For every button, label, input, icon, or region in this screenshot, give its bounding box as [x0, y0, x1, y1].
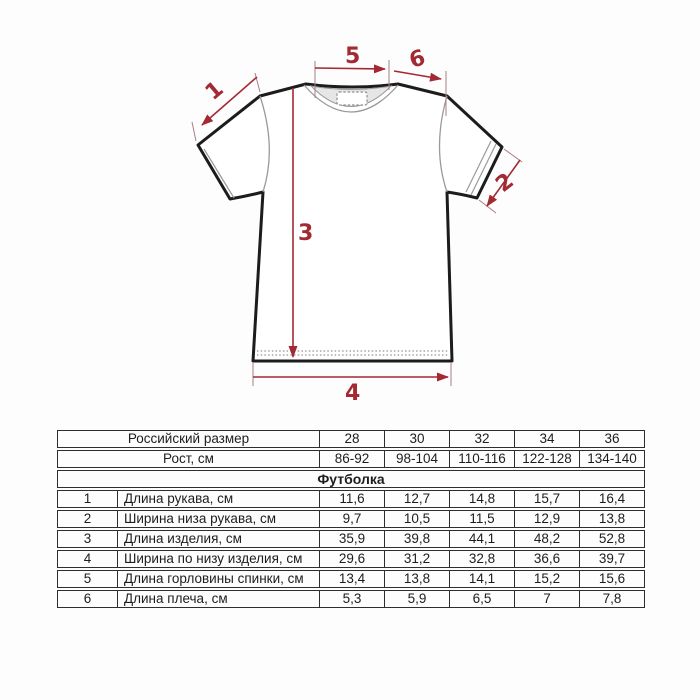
measure-value: 48,2 [514, 530, 580, 548]
measure-value: 35,9 [319, 530, 385, 548]
measure-value: 13,4 [319, 570, 385, 588]
measure-value: 14,8 [449, 490, 515, 508]
dimension-label-4: 4 [345, 381, 361, 406]
measure-value: 15,7 [514, 490, 580, 508]
measure-value: 11,6 [319, 490, 385, 508]
measure-value: 36,6 [514, 550, 580, 568]
size-value: 28 [319, 430, 385, 448]
measure-name: Длина плеча, см [117, 590, 320, 608]
measure-value: 10,5 [384, 510, 450, 528]
measure-value: 12,7 [384, 490, 450, 508]
measure-name: Длина горловины спинки, см [117, 570, 320, 588]
measure-value: 31,2 [384, 550, 450, 568]
neck-label-tag [337, 92, 367, 105]
table-row-measure-5 [57, 570, 646, 588]
height-value: 110-116 [449, 450, 515, 468]
measure-value: 7,8 [579, 590, 645, 608]
height-value: 98-104 [384, 450, 450, 468]
measure-value: 7 [514, 590, 580, 608]
measure-value: 44,1 [449, 530, 515, 548]
height-value: 134-140 [579, 450, 645, 468]
tshirt-outline [198, 84, 502, 361]
measure-name: Ширина по низу изделия, см [117, 550, 320, 568]
measure-value: 52,8 [579, 530, 645, 548]
measure-name: Длина изделия, см [117, 530, 320, 548]
measure-name: Ширина низа рукава, см [117, 510, 320, 528]
height-value: 86-92 [319, 450, 385, 468]
dimension-label-5: 5 [345, 44, 361, 69]
size-value: 30 [384, 430, 450, 448]
table-row-measure-3 [57, 530, 646, 548]
height-row-label: Рост, см [57, 450, 320, 468]
table-section-row [57, 470, 646, 488]
table-row-measure-4 [57, 550, 646, 568]
measure-number: 6 [57, 590, 118, 608]
height-value: 122-128 [514, 450, 580, 468]
measure-value: 14,1 [449, 570, 515, 588]
measure-value: 39,8 [384, 530, 450, 548]
measure-number: 4 [57, 550, 118, 568]
measure-value: 6,5 [449, 590, 515, 608]
measure-number: 3 [57, 530, 118, 548]
dimension-label-2: 2 [491, 168, 519, 198]
measure-value: 5,9 [384, 590, 450, 608]
measure-value: 5,3 [319, 590, 385, 608]
dimension-label-6: 6 [406, 45, 429, 74]
size-table [57, 430, 646, 608]
size-value: 34 [514, 430, 580, 448]
measure-value: 12,9 [514, 510, 580, 528]
table-row-height [57, 450, 646, 468]
measure-value: 39,7 [579, 550, 645, 568]
measure-value: 15,2 [514, 570, 580, 588]
measure-value: 16,4 [579, 490, 645, 508]
measure-number: 5 [57, 570, 118, 588]
table-row-measure-6 [57, 590, 646, 608]
measure-value: 32,8 [449, 550, 515, 568]
measure-value: 13,8 [579, 510, 645, 528]
size-value: 36 [579, 430, 645, 448]
dimension-label-3: 3 [298, 221, 314, 246]
size-value: 32 [449, 430, 515, 448]
measure-value: 15,6 [579, 570, 645, 588]
measure-value: 29,6 [319, 550, 385, 568]
table-row-measure-1 [57, 490, 646, 508]
measure-value: 9,7 [319, 510, 385, 528]
measure-value: 13,8 [384, 570, 450, 588]
measure-value: 11,5 [449, 510, 515, 528]
size-row-label: Российский размер [57, 430, 320, 448]
table-row-size [57, 430, 646, 448]
section-title: Футболка [57, 470, 645, 488]
measure-number: 2 [57, 510, 118, 528]
dimension-label-1: 1 [200, 76, 229, 106]
measure-name: Длина рукава, см [117, 490, 320, 508]
dimension-arrow-4 [253, 363, 451, 406]
table-row-measure-2 [57, 510, 646, 528]
measure-number: 1 [57, 490, 118, 508]
